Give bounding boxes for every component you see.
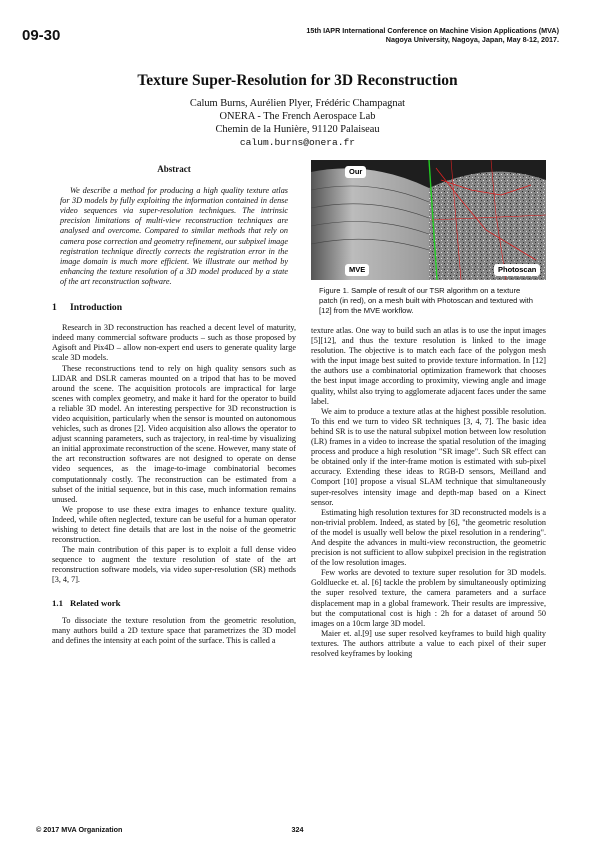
page-number: 324 bbox=[291, 825, 304, 834]
copyright-footer: © 2017 MVA Organization bbox=[36, 825, 123, 834]
section-number: 1 bbox=[52, 302, 57, 314]
label-photoscan: Photoscan bbox=[494, 264, 540, 276]
figure-1-image bbox=[311, 160, 546, 280]
section-1-1-heading bbox=[52, 598, 296, 608]
paragraph: To dissociate the texture resolution from the geometric resolution, many authors build a 2D texture space that parametrizes the 3D model and defines the intensity at each point of the surface. This is called a bbox=[52, 615, 296, 645]
paragraph: These reconstructions tend to rely on high quality sensors such as LIDAR and DSLR cameras mounted on a tripod that has to be moved around the scene. The acquisition protocols are impractical for large scenes with complex geometry, and make it hard for the operator to build a reliable 3D model. An interesting perspective for 3D reconstruction is video acquisition, particularly when the sensor is mounted on autonomous vehicles, such as drones [2]. Video acquisition also allows the operator to adjust scanning parameters, such as trajectory, in real-time by visualizing an initial approximate reconstruction of the scene. However, many state of the art reconstruction softwares are not designed to operate on dense video sequences, as the image-to-image combinatorial becomes computationnaly costly. The reconstruction can be estimated from a subset of the initial sequence, but in this case, much information remains unused. bbox=[52, 363, 296, 504]
author-address: Chemin de la Hunière, 91120 Palaiseau bbox=[215, 124, 380, 135]
conference-line-1: 15th IAPR International Conference on Machine Vision Applications (MVA) bbox=[306, 26, 559, 35]
figure-1-caption: Figure 1. Sample of result of our TSR algorithm on a texture patch (in red), on a mesh built with Photoscan and textured with [12] from the MVE workflow. bbox=[319, 286, 534, 315]
subsection-number: 1.1 bbox=[52, 597, 63, 608]
texture-comparison-image bbox=[311, 160, 546, 280]
paragraph: Few works are devoted to texture super resolution for 3D models. Goldluecke et. al. [6] tackle the problem by simultaneously optimizing the super resolved texture, the camera parameters and a surface displacement map in a global framework. Their results are impressive, but the computational cost is high : 2h for a dataset of around 50 images on a 10cm large 3D model. bbox=[311, 568, 546, 628]
paragraph: We aim to produce a texture atlas at the highest possible resolution. To this end we turn to video SR techniques [3, 4, 7]. The basic idea behind SR is to use the natural subpixel motion between low resolution (LR) frames in a video to increase the spatial resolution of the imaging process and produce a high resolution "SR image". Such SR effect can be obtained only if the inter-frame motion is estimated with sub-pixel accuracy. Extending these ideas to RGB-D sensors, Meilland and Comport [10] propose a visual SLAM technique that simultaneously super-resolves intensity image and depth-map based on a Kinect sensor. bbox=[311, 406, 546, 507]
label-our: Our bbox=[345, 166, 366, 178]
conference-header bbox=[239, 26, 559, 44]
paper-id: 09-30 bbox=[22, 27, 61, 44]
right-column bbox=[311, 160, 546, 659]
paragraph: Estimating high resolution textures for 3D reconstructed models is a non-trivial problem. Indeed, as stated by [6], "the geometric resolution of the model is usually well below the pixel resolution in a rendering". And despite the advances in multi-view reconstruction, the geometric precision is not sufficient to allow subpixel precision in the registration of the low resolution images. bbox=[311, 507, 546, 568]
author-block bbox=[0, 97, 595, 149]
author-names: Calum Burns, Aurélien Plyer, Frédéric Champagnat bbox=[189, 98, 406, 109]
abstract-text: We describe a method for producing a high quality texture atlas for 3D models by fully exploiting the information contained in dense video sequences via super-resolution techniques. The intrinsic precision limitations of multi-view reconstruction techniques are analysed and overcome. Compared to similar methods that rely on camera pose correction and geometry refinement, our subpixel image registration technique directly corrects the registration error in the image domain is much more efficient. We illustrate our method by enhancing the texture resolution of a 3D model produced by a state of the art reconstruction software. bbox=[60, 186, 288, 286]
paragraph: Maier et. al.[9] use super resolved keyframes to build high quality textures. The authors attribute a value to each pixel of their super resolved keyframes by looking bbox=[311, 628, 546, 658]
author-affiliation: ONERA - The French Aerospace Lab bbox=[219, 111, 376, 122]
section-title: Introduction bbox=[70, 302, 123, 314]
abstract-heading: Abstract bbox=[157, 164, 191, 174]
paragraph: Research in 3D reconstruction has reached a decent level of maturity, indeed many commercial software products – such as those proposed by Agisoft and Pix4D – allow non-expert end users to generate quality large scale 3D models. bbox=[52, 323, 296, 363]
subsection-title: Related work bbox=[70, 597, 121, 608]
paragraph: We propose to use these extra images to enhance texture quality. Indeed, while often neglected, texture can be useful for a human operator wishing to detect fine details that are lost in the noise of the geometric reconstruction. bbox=[52, 504, 296, 545]
paragraph: The main contribution of this paper is to exploit a full dense video sequence to augment the texture resolution of state of the art reconstruction software models, via video super-resolution (SR) methods [3, 4, 7]. bbox=[52, 545, 296, 585]
conference-line-2: Nagoya University, Nagoya, Japan, May 8-12, 2017. bbox=[385, 35, 559, 44]
section-1-heading bbox=[52, 303, 296, 313]
left-column bbox=[52, 160, 296, 646]
author-email[interactable]: calum.burns@onera.fr bbox=[239, 137, 356, 148]
paper-title: Texture Super-Resolution for 3D Reconstruction bbox=[137, 72, 458, 89]
label-mve: MVE bbox=[345, 264, 369, 276]
paragraph: texture atlas. One way to build such an atlas is to use the input images [5][12], and thus the texture resolution is linked to the image resolution. The objective is to match each face of the polygon mesh with the input image best suited to provide texture information. In [12] the authors use a combinatorial optimization framework that chooses the best input image according to proximity, viewing angle and image quality, whilst also trying to agglomerate adjacent faces under the same label. bbox=[311, 326, 546, 406]
